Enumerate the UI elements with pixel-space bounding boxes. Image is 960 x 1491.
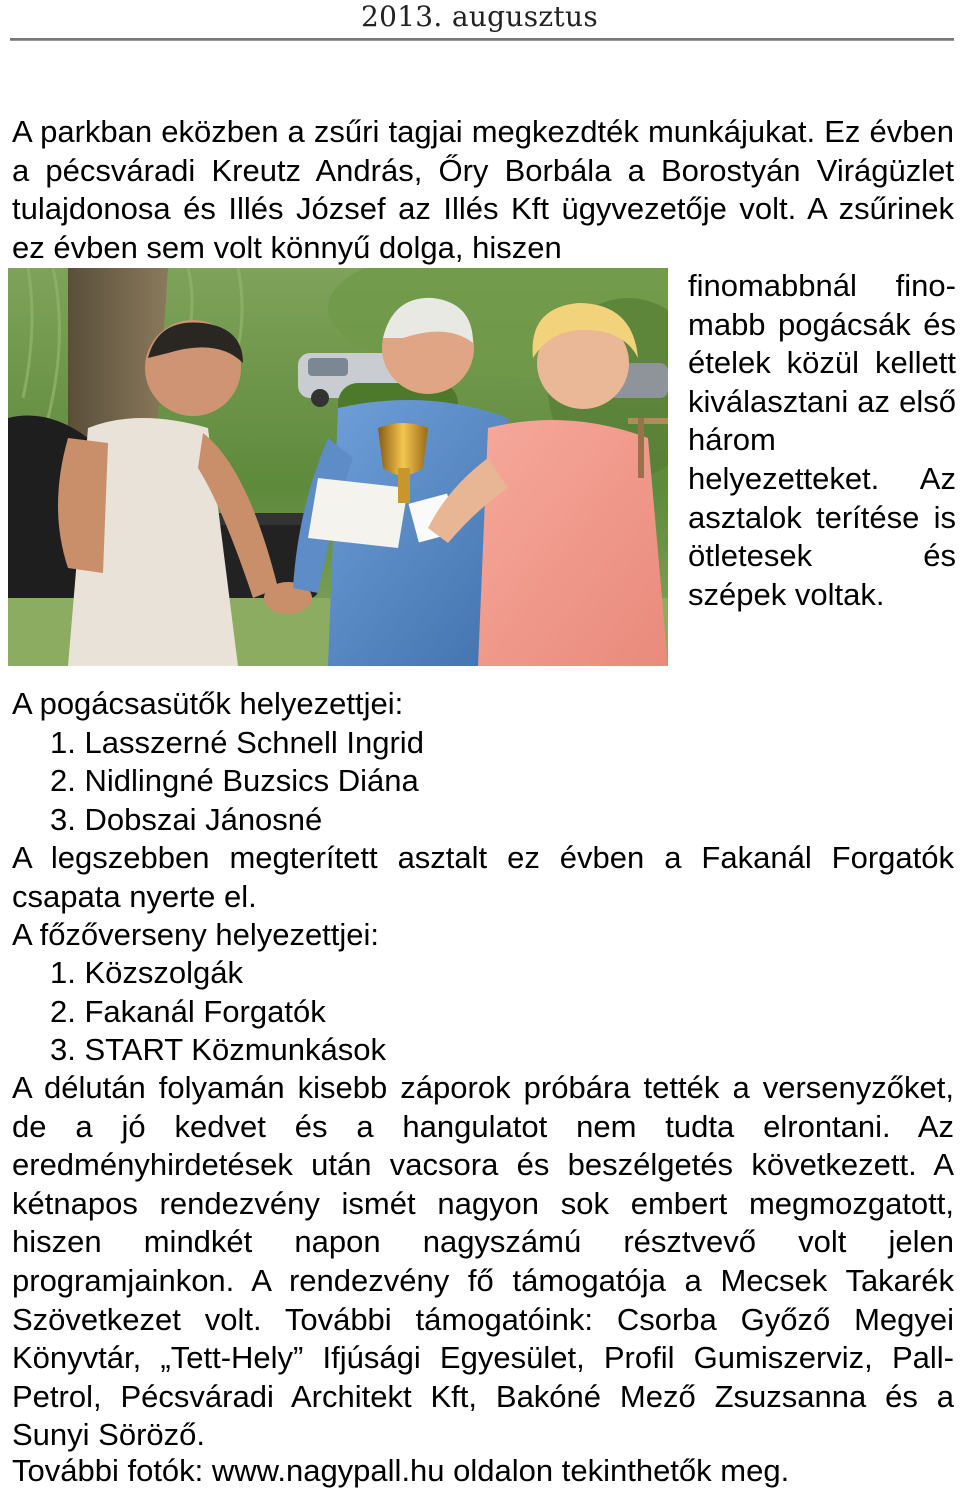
award-photo [8, 268, 668, 666]
fozo-place-3: 3. START Közmunkások [50, 1032, 386, 1067]
table-winner-paragraph: A legszebben megterített asztalt ez évben a Fakanál Forgatók csapata nyerte el. [12, 840, 954, 914]
header-divider [10, 38, 954, 41]
fozo-place-2: 2. Fakanál Forgatók [50, 994, 326, 1029]
page-header [0, 0, 960, 44]
intro-paragraph: A parkban eközben a zsűri tagjai megkezdték munkájukat. Ez évben a pécsváradi Kreutz András, Őry Borbála a Borostyán Virágüzlet tulajdonosa és Illés József az Illés Kft ügyvezetője volt. A zsűrinek ez évben sem volt könnyű dolga, hiszen [12, 114, 954, 265]
more-photos-line: További fotók: www.nagypall.hu oldalon tekinthetők meg. [12, 1453, 790, 1488]
issue-date: 2013. augusztus [360, 0, 598, 33]
photo-side-text: finomabbnál fino-mabb pogácsák és ételek közül kellett kiválasztani az első három helyezetteket. Az asztalok terítése is ötletesek és szépek voltak. [688, 268, 956, 612]
pogacsa-place-1: 1. Lasszerné Schnell Ingrid [50, 725, 424, 760]
pogacsa-place-3: 3. Dobszai Jánosné [50, 802, 323, 837]
fozo-heading: A főzőverseny helyezettjei: [12, 917, 380, 952]
pogacsa-heading: A pogácsasütők helyezettjei: [12, 686, 404, 721]
fozo-place-1: 1. Közszolgák [50, 955, 243, 990]
pogacsa-place-2: 2. Nidlingné Buzsics Diána [50, 763, 419, 798]
closing-paragraph: A délután folyamán kisebb záporok próbára tették a versenyzőket, de a jó kedvet és a hangulatot nem tudta elrontani. Az eredményhirdetések után vacsora és beszélgetés következett. A kétnapos rendezvény ismét nagyon sok embert megmozgatott, hiszen mindkét napon nagyszámú résztvevő volt jelen programjainkon. A rendezvény fő támogatója a Mecsek Takarék Szövetkezet volt. További támogatóink: Csorba Győző Megyei Könyvtár, „Tett-Hely” Ifjúsági Egyesület, Profil Gumiszerviz, Pall-Petrol, Pécsváradi Architekt Kft, Bakóné Mező Zsuzsanna és a Sunyi Söröző. [12, 1070, 954, 1453]
